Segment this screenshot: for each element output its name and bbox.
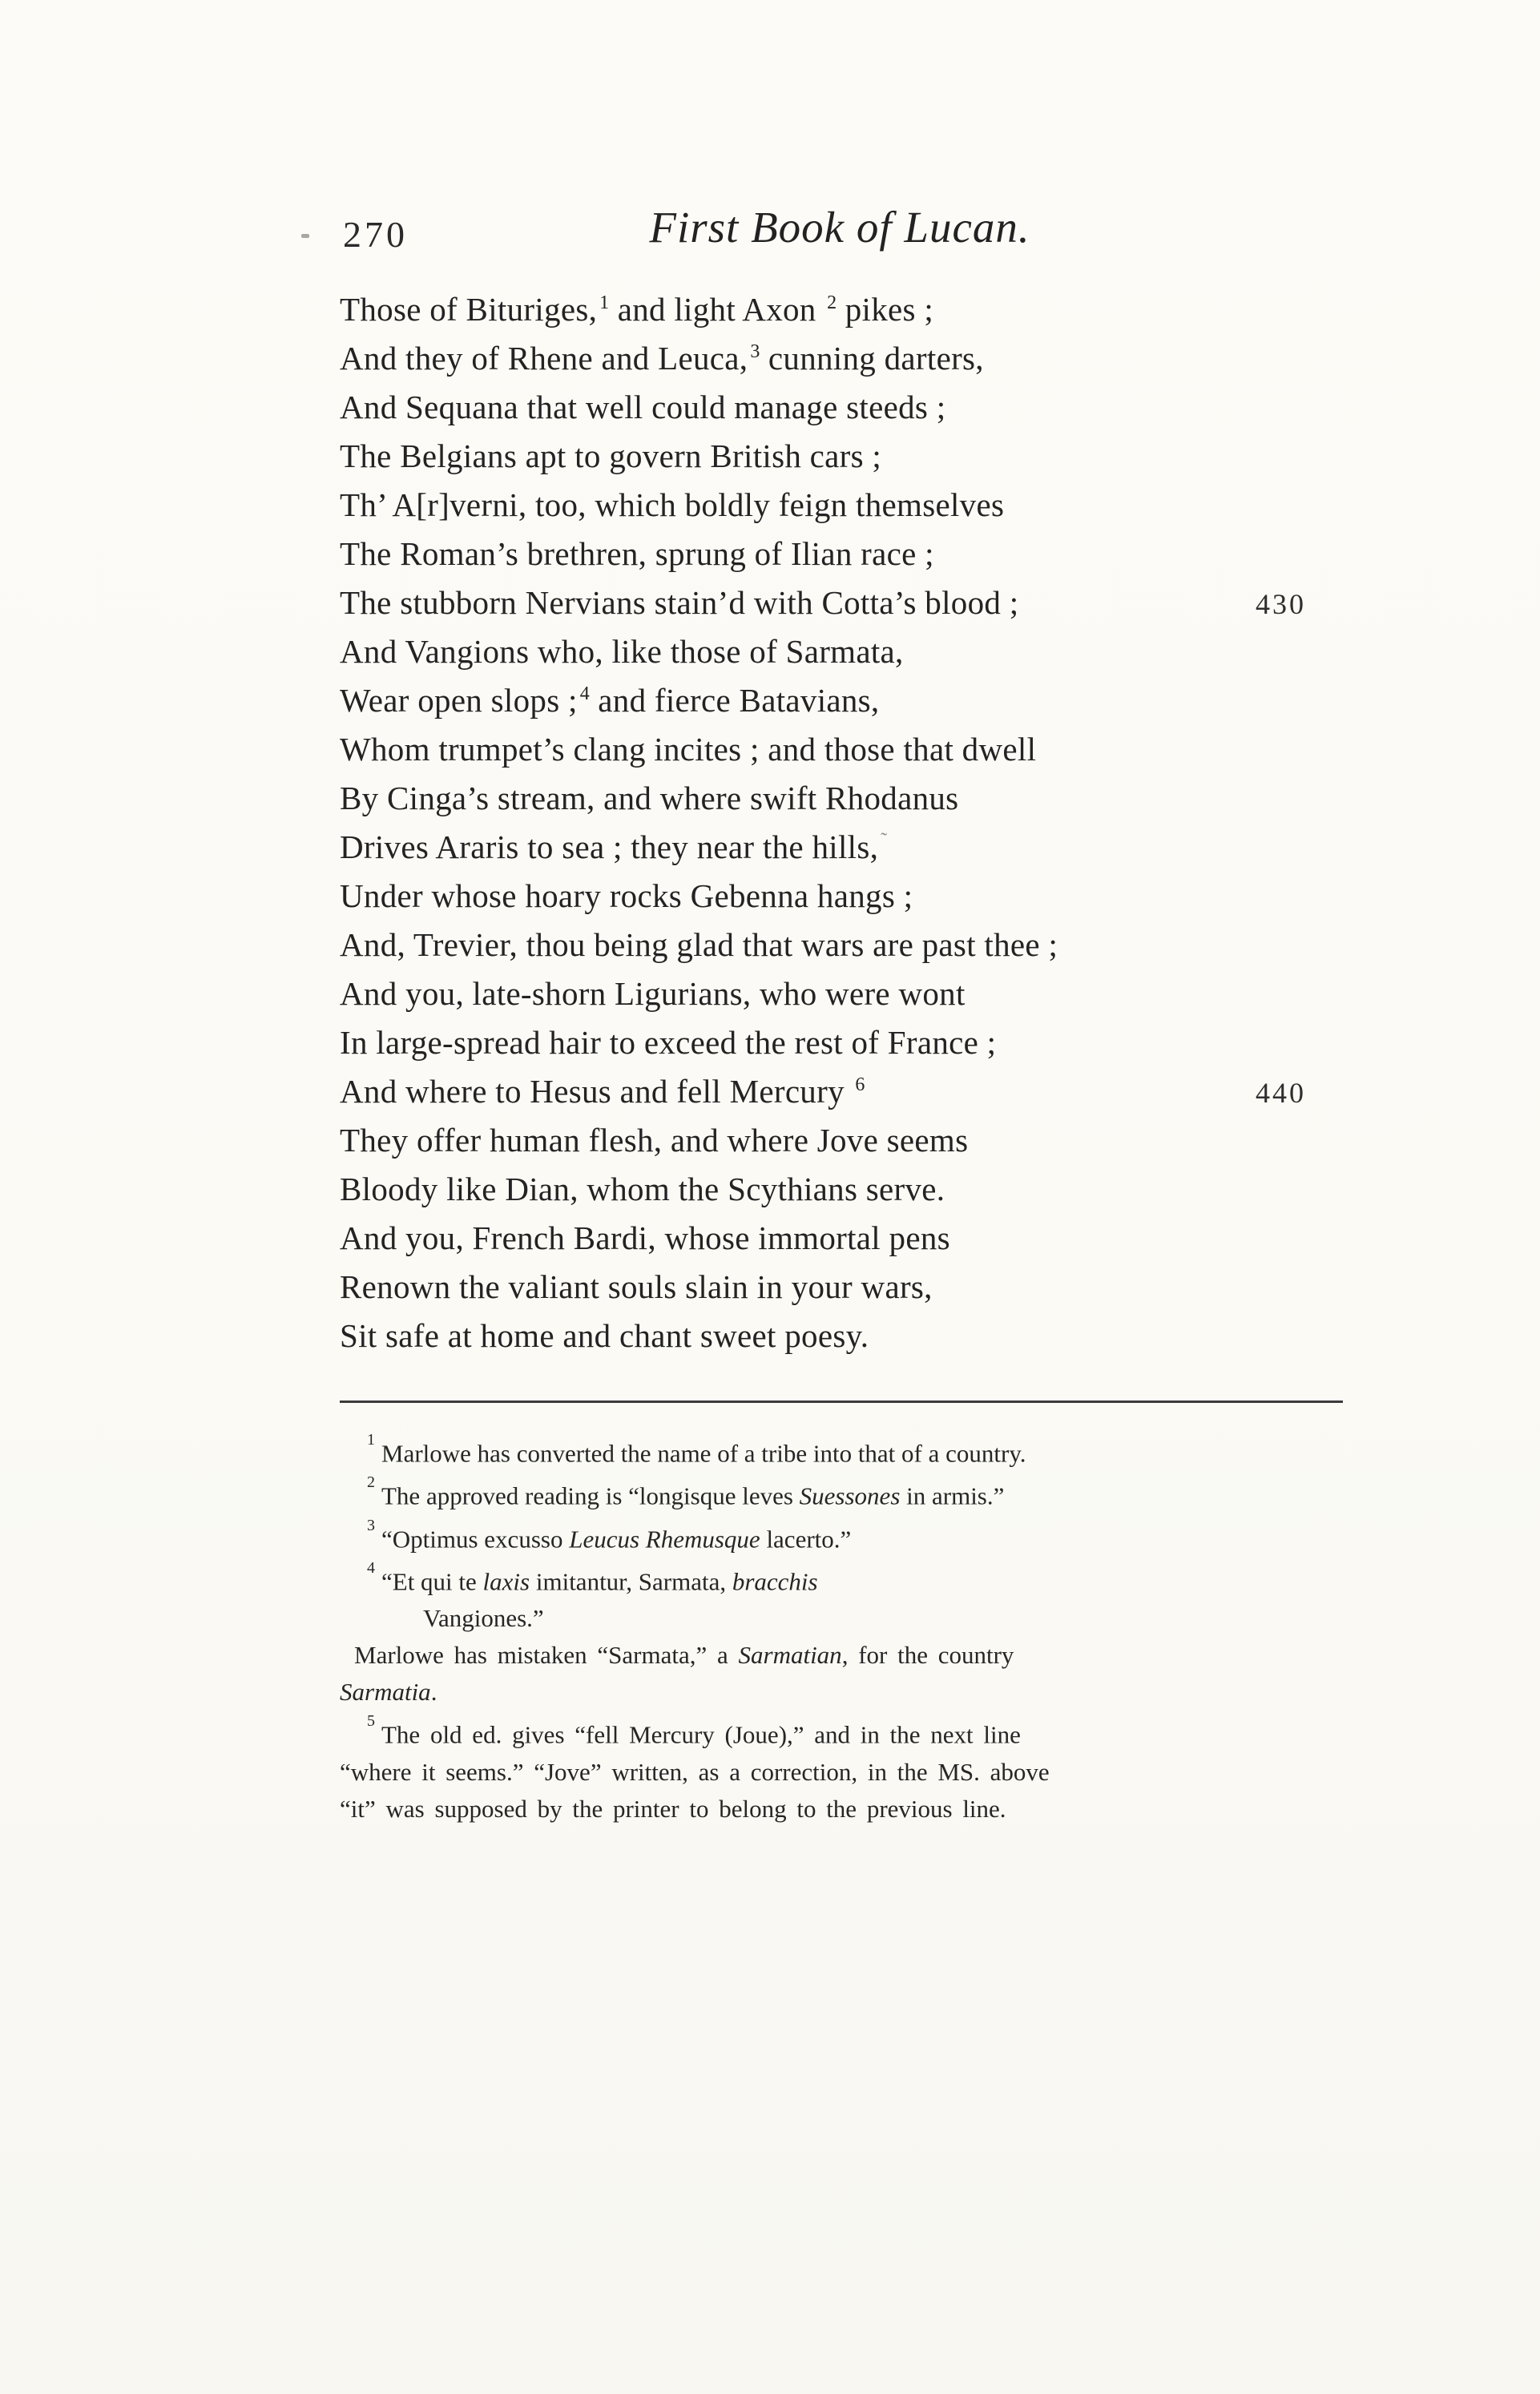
footnote-ref: ˜: [881, 830, 888, 851]
poem-line: [340, 1023, 1351, 1072]
footnote-marker: 2: [367, 1473, 375, 1492]
poem-line-text: [340, 486, 1004, 523]
footnote-paragraph: [340, 1558, 1344, 1600]
poem-line: [340, 1170, 1351, 1219]
text-run: By Cinga’s stream, and where swift Rhodanus: [340, 780, 959, 816]
poem-line: [340, 339, 1351, 388]
poem-line: [340, 1072, 1351, 1121]
footnote-paragraph: [340, 1429, 1344, 1472]
text-run: Marlowe has mistaken “Sarmata,” a: [354, 1641, 739, 1670]
poem-line: [340, 1268, 1351, 1316]
footnote-marker: 1: [367, 1431, 375, 1449]
poem-line: [340, 1219, 1351, 1268]
poem-line: [340, 974, 1351, 1023]
italic-text: laxis: [482, 1567, 530, 1596]
poem-line-text: [340, 584, 1018, 621]
footnote-paragraph: [340, 1515, 1344, 1558]
poem-block: [340, 290, 1351, 1365]
page-header: [340, 202, 1340, 274]
footnote-paragraph: [340, 1637, 1344, 1711]
text-run: imitantur, Sarmata,: [530, 1567, 732, 1596]
italic-text: bracchis: [732, 1567, 818, 1596]
poem-line: [340, 388, 1351, 437]
text-run: Sit safe at home and chant sweet poesy.: [340, 1317, 869, 1354]
text-run: cunning darters,: [760, 340, 984, 377]
poem-line: [340, 877, 1351, 925]
running-title: First Book of Lucan.: [649, 203, 1030, 252]
text-run: Those of Bituriges,: [340, 291, 598, 328]
text-run: “Et qui te: [381, 1567, 483, 1596]
footnote-ref: 6: [855, 1074, 865, 1095]
text-run: pikes ;: [837, 291, 934, 328]
text-run: Bloody like Dian, whom the Scythians serve.: [340, 1171, 945, 1207]
poem-line: [340, 1121, 1351, 1170]
text-run: And Vangions who, like those of Sarmata,: [340, 633, 904, 670]
italic-text: Sarmatian: [738, 1641, 842, 1670]
poem-line-text: [340, 1317, 869, 1354]
poem-line: [340, 730, 1351, 779]
text-run: and fierce Batavians,: [589, 682, 880, 719]
text-run: Marlowe has converted the name of a tribe into that of a country.: [381, 1439, 1026, 1468]
footnote-marker: 4: [367, 1558, 375, 1577]
poem-line-text: [340, 1122, 968, 1159]
text-run: The Belgians apt to govern British cars ;: [340, 437, 882, 474]
poem-line-text: [340, 1024, 996, 1061]
footnote-marker: 5: [367, 1712, 375, 1731]
poem-line: [340, 828, 1351, 877]
footnote-ref: 3: [750, 341, 760, 362]
poem-line-text: [340, 877, 913, 914]
text-run: And, Trevier, thou being glad that wars are past thee ;: [340, 926, 1058, 963]
text-run: The old ed. gives “fell Mercury (Joue),” and in the next line: [381, 1720, 1021, 1749]
poem-line: [340, 486, 1351, 534]
italic-text: Leucus Rhemusque: [569, 1524, 760, 1553]
poem-line-text: [340, 1219, 950, 1256]
text-run: The stubborn Nervians stain’d with Cotta’s blood ;: [340, 584, 1019, 621]
text-run: Vangiones.”: [423, 1604, 544, 1633]
poem-line-text: [340, 633, 904, 670]
poem-line-text: [340, 1171, 945, 1207]
poem-line-text: [340, 780, 958, 816]
text-run: “it” was supposed by the printer to belong to the previous line.: [340, 1794, 1006, 1823]
text-run: The Roman’s brethren, sprung of Ilian race ;: [340, 535, 934, 572]
text-run: In large-spread hair to exceed the rest of France ;: [340, 1024, 997, 1061]
text-run: Th’ A[r]verni, too, which boldly feign themselves: [340, 486, 1005, 523]
poem-line-text: [340, 291, 933, 328]
footnote-paragraph: [340, 1600, 1344, 1637]
poem-line-text: [340, 389, 945, 425]
poem-line: [340, 779, 1351, 828]
text-run: “where it seems.” “Jove” written, as a correction, in the MS. above: [340, 1757, 1050, 1786]
italic-text: Suessones: [799, 1481, 901, 1510]
page-number: 270: [343, 214, 408, 255]
text-run: Drives Araris to sea ; they near the hills,: [340, 828, 879, 865]
verse-line-number: 430: [1256, 588, 1306, 620]
text-run: And you, French Bardi, whose immortal pens: [340, 1219, 950, 1256]
text-run: And you, late-shorn Ligurians, who were wont: [340, 975, 966, 1012]
text-run: and light Axon: [609, 291, 825, 328]
text-run: Under whose hoary rocks Gebenna hangs ;: [340, 877, 913, 914]
poem-line: [340, 681, 1351, 730]
footnote-marker: 3: [367, 1516, 375, 1534]
footnote-paragraph: [340, 1711, 1344, 1827]
footnote-paragraph: [340, 1472, 1344, 1514]
text-run: Wear open slops ;: [340, 682, 578, 719]
text-run: , for the country: [841, 1641, 1014, 1670]
poem-line-text: [340, 535, 934, 572]
poem-line-text: [340, 975, 966, 1012]
poem-line: [340, 534, 1351, 583]
poem-line-text: [340, 1073, 865, 1110]
footnote-ref: 4: [579, 683, 590, 704]
footnotes-block: [340, 1429, 1344, 1828]
poem-line-text: [340, 731, 1036, 768]
text-run: lacerto.”: [760, 1524, 852, 1553]
text-run: And where to Hesus and fell Mercury: [340, 1073, 853, 1110]
verse-line-number: 440: [1256, 1077, 1306, 1109]
print-artifact: [301, 234, 309, 238]
italic-text: Sarmatia: [340, 1678, 431, 1707]
text-run: Whom trumpet’s clang incites ; and those that dwell: [340, 731, 1037, 768]
text-run: .: [430, 1678, 437, 1707]
text-run: And they of Rhene and Leuca,: [340, 340, 748, 377]
poem-line-text: [340, 682, 880, 719]
footnote-ref: 1: [599, 292, 610, 313]
poem-line: [340, 290, 1351, 339]
poem-line: [340, 437, 1351, 486]
text-run: “Optimus excusso: [381, 1524, 570, 1553]
poem-line-text: [340, 340, 984, 377]
text-run: The approved reading is “longisque leves: [381, 1481, 800, 1510]
text-run: Renown the valiant souls slain in your wars,: [340, 1268, 933, 1305]
poem-line-text: [340, 926, 1058, 963]
poem-line: [340, 925, 1351, 974]
poem-line: [340, 1316, 1351, 1365]
text-run: And Sequana that well could manage steeds ;: [340, 389, 946, 425]
footnote-divider: [340, 1401, 1343, 1403]
text-run: They offer human flesh, and where Jove seems: [340, 1122, 969, 1159]
poem-line-text: [340, 1268, 933, 1305]
poem-line: [340, 583, 1351, 632]
poem-line: [340, 632, 1351, 681]
footnote-ref: 2: [827, 292, 837, 313]
poem-line-text: [340, 437, 881, 474]
poem-line-text: [340, 828, 887, 865]
text-run: in armis.”: [900, 1481, 1005, 1510]
